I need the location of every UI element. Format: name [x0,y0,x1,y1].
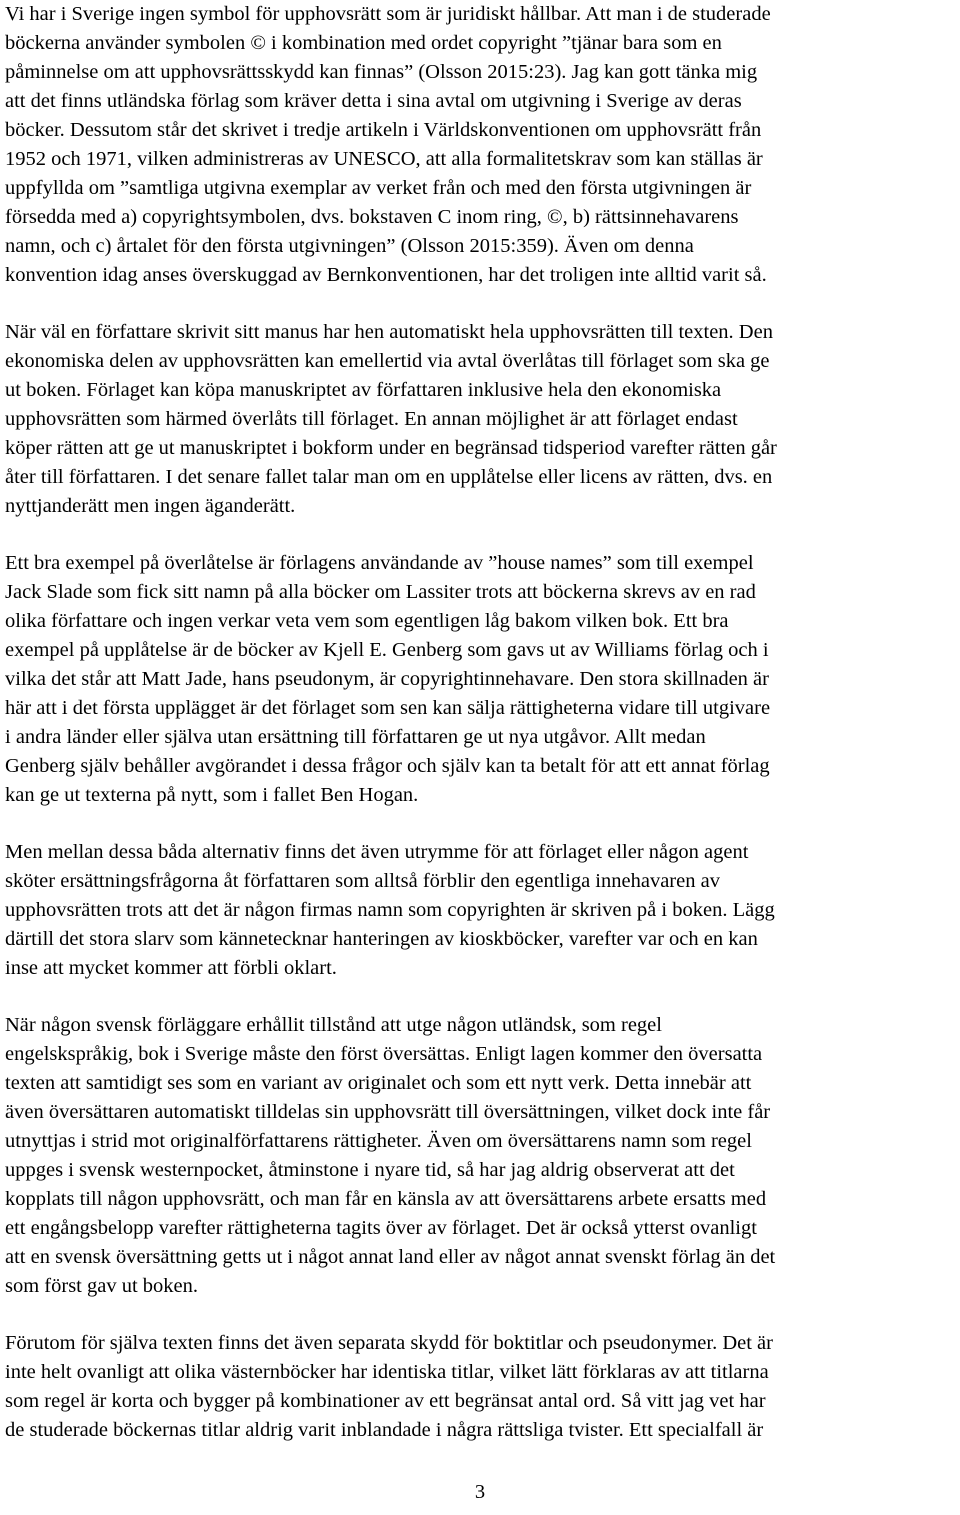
text-line: ut boken. Förlaget kan köpa manuskriptet av författaren inklusive hela den ekonomiska [5,379,722,401]
text-line: sköter ersättningsfrågorna åt författaren som alltså förblir den egentliga innehavaren av [5,870,720,892]
text-line: här att i det första upplägget är det förlaget som sen kan sälja rättigheterna vidare till utgivare [5,697,771,719]
text-line: olika författare och ingen verkar veta vem som egentligen låg bakom vilken bok. Ett bra [5,610,729,632]
paragraph-titles-pseudonyms [5,1329,957,1445]
text-line: som regel är korta och bygger på kombinationer av ett begränsat antal ord. Så vitt jag vet har [5,1390,766,1412]
text-line: inte helt ovanligt att olika västernböcker har identiska titlar, vilket lätt förklaras av att titlarna [5,1361,769,1383]
text-line: uppfyllda om ”samtliga utgivna exemplar av verket från och med den första utgivningen är [5,177,752,199]
text-line: att det finns utländska förlag som kräver detta i sina avtal om utgivning i Sverige av deras [5,90,742,112]
text-line: Men mellan dessa båda alternativ finns det även utrymme för att förlaget eller någon agent [5,841,749,863]
text-line: Förutom för själva texten finns det även separata skydd för boktitlar och pseudonymer. Det är [5,1332,773,1354]
text-line: åter till författaren. I det senare fallet talar man om en upplåtelse eller licens av rätten, dvs. en [5,466,773,488]
paragraph-translation [5,1011,957,1301]
text-line: böckerna använder symbolen © i kombination med ordet copyright ”tjänar bara som en [5,32,722,54]
text-line: ett engångsbelopp varefter rättigheterna tagits över av förlaget. Det är också ytterst ovanligt [5,1217,757,1239]
text-line: Ett bra exempel på överlåtelse är förlagens användande av ”house names” som till exempel [5,552,754,574]
text-line: 1952 och 1971, vilken administreras av UNESCO, att alla formalitetskrav som kan ställas är [5,148,763,170]
text-line: påminnelse om att upphovsrättsskydd kan finnas” (Olsson 2015:23). Jag kan gott tänka mig [5,61,758,83]
text-line: försedda med a) copyrightsymbolen, dvs. bokstaven C inom ring, ©, b) rättsinnehavarens [5,206,739,228]
text-line: uppges i svensk westernpocket, åtminstone i nyare tid, så har jag aldrig observerat att det [5,1159,735,1181]
paragraph-agents [5,838,957,983]
text-line: Jack Slade som fick sitt namn på alla böcker om Lassiter trots att böckerna skrevs av en rad [5,581,756,603]
text-line: namn, och c) årtalet för den första utgivningen” (Olsson 2015:359). Även om denna [5,235,694,257]
text-line: engelskspråkig, bok i Sverige måste den först översättas. Enligt lagen kommer den översatta [5,1043,763,1065]
text-line: kan ge ut texterna på nytt, som i fallet Ben Hogan. [5,784,419,806]
text-line: att en svensk översättning getts ut i något annat land eller av något annat svenskt förlag än det [5,1246,776,1268]
text-line: vilka det står att Matt Jade, hans pseudonym, är copyrightinnehavare. Den stora skillnaden är [5,668,769,690]
text-line: När någon svensk förläggare erhållit tillstånd att utge någon utländsk, som regel [5,1014,662,1036]
text-line: Vi har i Sverige ingen symbol för upphovsrätt som är juridiskt hållbar. Att man i de studerade [5,3,771,25]
text-line: När väl en författare skrivit sitt manus har hen automatiskt hela upphovsrätten till texten. Den [5,321,773,343]
text-line: konvention idag anses överskuggad av Bernkonventionen, har det troligen inte alltid varit så. [5,264,767,286]
text-line: i andra länder eller själva utan ersättning till författaren ge ut nya utgåvor. Allt medan [5,726,706,748]
text-line: Genberg själv behåller avgörandet i dessa frågor och själv kan ta betalt för att ett annat förlag [5,755,770,777]
text-line: även översättaren automatiskt tilldelas sin upphovsrätt till översättningen, vilket dock inte får [5,1101,771,1123]
text-line: böcker. Dessutom står det skrivet i tredje artikeln i Världskonventionen om upphovsrätt från [5,119,762,141]
text-line: upphovsrätten trots att det är någon firmas namn som copyrighten är skriven på i boken. Lägg [5,899,775,921]
text-line: köper rätten att ge ut manuskriptet i bokform under en begränsad tidsperiod varefter rätten går [5,437,777,459]
paragraph-copyright-symbol [5,0,957,290]
paragraph-house-names [5,549,957,810]
text-line: utnyttjas i strid mot originalförfattarens rättigheter. Även om översättarens namn som regel [5,1130,752,1152]
text-line: exempel på upplåtelse är de böcker av Kjell E. Genberg som gavs ut av Williams förlag och i [5,639,769,661]
text-line: nyttjanderätt men ingen äganderätt. [5,495,296,517]
text-line: upphovsrätten som härmed överlåts till förlaget. En annan möjlighet är att förlaget endast [5,408,738,430]
text-line: de studerade böckernas titlar aldrig varit inblandade i några rättsliga tvister. Ett specialfall är [5,1419,764,1441]
page-number: 3 [474,1481,486,1503]
text-line: texten att samtidigt ses som en variant av originalet och som ett nytt verk. Detta innebär att [5,1072,752,1094]
paragraph-author-rights [5,318,957,521]
text-line: därtill det stora slarv som kännetecknar hanteringen av kioskböcker, varefter var och en kan [5,928,758,950]
text-line: kopplats till någon upphovsrätt, och man får en känsla av att översättarens arbete ersatts med [5,1188,767,1210]
document-page [5,0,957,1473]
text-line: ekonomiska delen av upphovsrätten kan emellertid via avtal överlåtas till förlaget som ska ge [5,350,770,372]
text-line: inse att mycket kommer att förbli oklart. [5,957,337,979]
text-line: som först gav ut boken. [5,1275,199,1297]
